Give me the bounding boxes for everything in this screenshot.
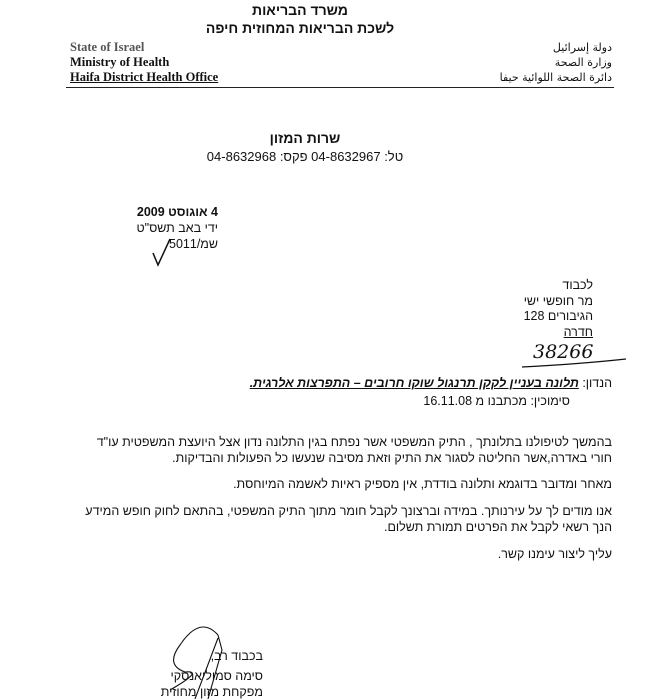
body-paragraph: מאחר ומדובר בדוגמא ותלונה בודדת, אין מספיק ראיות לאשמה המיוחסת. <box>233 477 612 491</box>
department-name: שרות המזון <box>269 130 341 146</box>
arabic-letterhead <box>500 40 612 85</box>
address-line: חדרה <box>563 324 593 339</box>
en-line: Haifa District Health Office <box>70 70 219 84</box>
address-line: מר חופשי ישי <box>523 293 593 308</box>
subject-line <box>250 376 612 390</box>
ministry-title-he: משרד הבריאות <box>252 2 348 18</box>
subject-text: תלונה בעניין לקקן תרנגול שוקו חרובים – התפרצות אלרגית. <box>249 376 579 390</box>
date-block <box>137 204 218 252</box>
body-paragraph: אנו מודים לך על עירנותך. במידה וברצונך לקבל חומר מתוך התיק המשפטי, בהתאם לחוק חופש המידע <box>85 504 612 518</box>
address-line: הגיבורים 128 <box>523 309 593 323</box>
signer-name: סימה סמוליאנסקי <box>170 669 263 683</box>
en-line: Ministry of Health <box>70 55 170 69</box>
ar-line: دولة إسرائيل <box>552 41 612 54</box>
date-gregorian: 4 אוגוסט 2009 <box>136 205 218 219</box>
address-line: לכבוד <box>562 278 593 292</box>
body-paragraph: הנך רשאי לקבל את הפרטים תמורת תשלום. <box>383 520 612 534</box>
handwritten-underline <box>520 356 630 370</box>
checkmark-icon <box>150 238 175 268</box>
body-paragraph: בהמשך לטיפולנו בתלונתך , התיק המשפטי אשר נפתח בגין התלונה נדון אצל היועצת המשפטית עו"ד <box>96 435 612 449</box>
department-phone: טל: 04-8632967 פקס: 04-8632968 <box>206 149 404 164</box>
en-line: State of Israel <box>70 40 145 54</box>
office-title-he: לשכת הבריאות המחוזית חיפה <box>205 20 395 36</box>
reference-number: שמ/5011 <box>169 237 218 251</box>
body-paragraph: עליך ליצור עימנו קשר. <box>497 547 612 561</box>
closing-greeting: בכבוד רב, <box>210 649 263 663</box>
ar-line: وزارة الصحة <box>554 56 612 69</box>
handwritten-signature <box>160 620 240 699</box>
body-paragraph: חורי באדרה,אשר החליטה לסגור את התיק וזאת מסיבה שנעשו כל הפעולות והבדיקות. <box>172 451 612 465</box>
signer-title: מפקחת מזון מחוזית <box>160 685 263 699</box>
ar-line: دائرة الصحة اللوائية حيفا <box>499 71 612 84</box>
recipient-address <box>524 278 593 340</box>
handwritten-postal-code: 38266 <box>533 341 594 363</box>
english-letterhead <box>70 40 218 85</box>
date-hebrew: ידי באב תשס"ט <box>136 221 218 235</box>
subject-reference: סימוכין: מכתבנו מ 16.11.08 <box>423 394 570 408</box>
letterhead-divider <box>66 87 614 88</box>
subject-label: הנדון: <box>582 376 612 390</box>
